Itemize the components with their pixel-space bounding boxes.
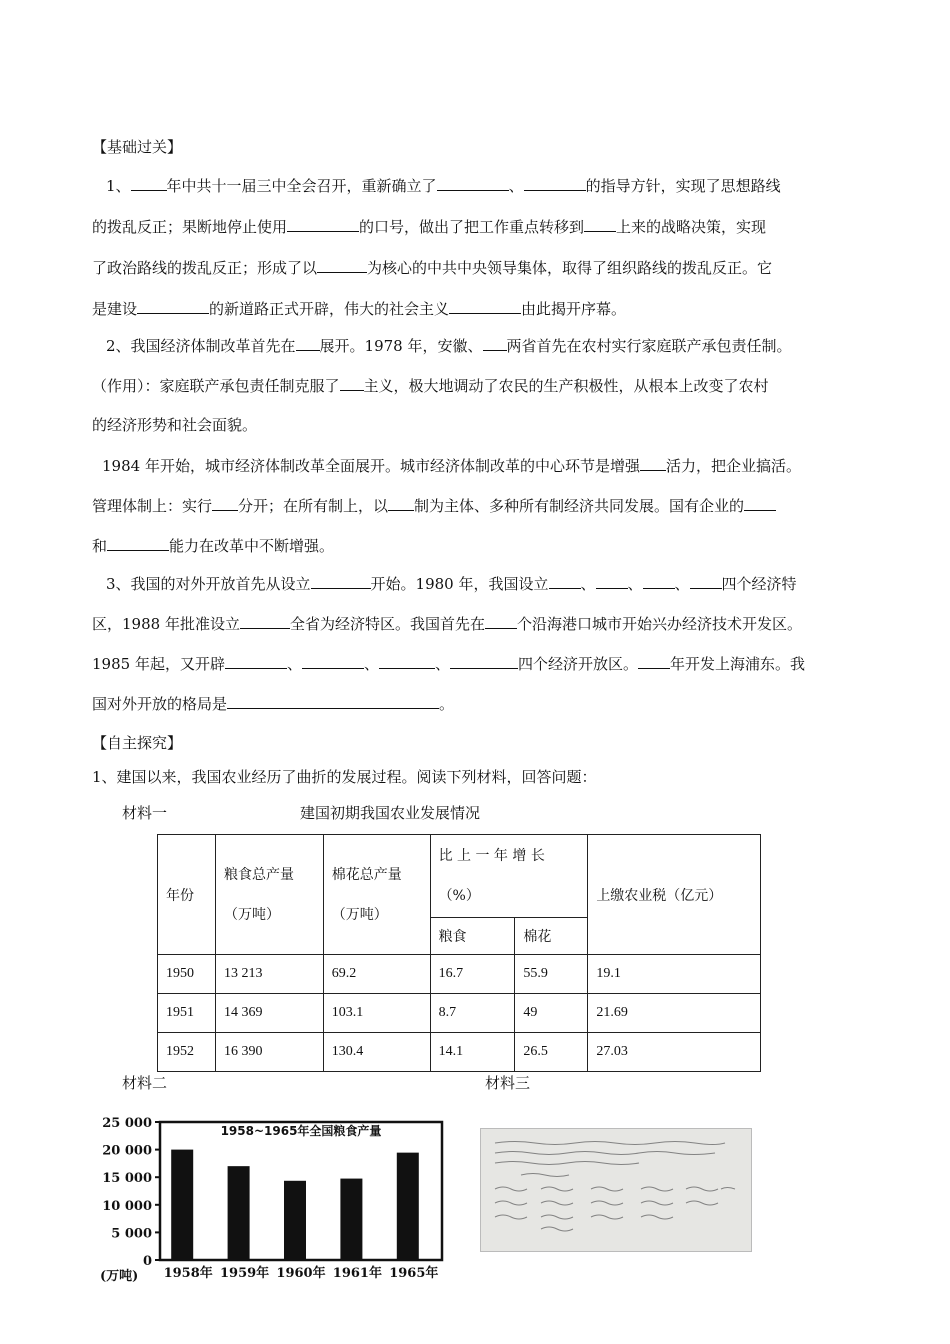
answer-blank[interactable] (287, 215, 359, 232)
header-grain-label: 粮食总产量 (223, 866, 294, 883)
cell-grain: 16 390 (215, 1033, 323, 1072)
answer-blank[interactable] (379, 652, 435, 669)
cell-tax: 21.69 (588, 994, 761, 1033)
answer-blank[interactable] (690, 572, 722, 589)
question-line (92, 215, 872, 237)
x-tick-label: 1961年 (332, 1266, 382, 1281)
question-text: 、 (363, 654, 379, 673)
answer-blank[interactable] (107, 534, 169, 551)
bar-chart-svg (96, 1116, 448, 1288)
cell-year: 1951 (158, 994, 216, 1033)
x-tick-label: 1960年 (276, 1266, 326, 1281)
cell-cotton: 103.1 (323, 994, 430, 1033)
header-cotton (323, 835, 430, 955)
handwritten-document-image (481, 1129, 751, 1251)
answer-blank[interactable] (212, 494, 238, 511)
material-1-label: 材料一 (122, 804, 168, 822)
x-tick-label: 1959年 (220, 1266, 270, 1281)
answer-blank[interactable] (449, 297, 521, 314)
question-text: 开始。1980 年，我国设立 (370, 574, 549, 593)
table-row (158, 955, 761, 994)
table-row (158, 994, 761, 1033)
question-text: 年中共十一届三中全会召开，重新确立了 (166, 176, 437, 195)
question-text: 是建设 (92, 299, 138, 318)
question-text: 制为主体、多种所有制经济共同发展。国有企业的 (414, 496, 745, 515)
header-growth (430, 835, 588, 918)
question-line (92, 454, 882, 476)
question-line (92, 334, 886, 356)
question-text: 1、 (106, 176, 131, 195)
question-text: 、 (627, 574, 643, 593)
question-line (92, 414, 872, 435)
answer-blank[interactable] (311, 572, 371, 589)
question-text: 国对外开放的格局是 (92, 694, 228, 713)
material-2-label: 材料二 (122, 1074, 168, 1092)
answer-blank[interactable] (296, 334, 320, 351)
y-tick-label: 15 000 (102, 1171, 152, 1187)
bar (228, 1166, 250, 1260)
material-1-title: 建国初期我国农业发展情况 (300, 804, 481, 822)
question-text: 、 (674, 574, 690, 593)
y-tick-label: 20 000 (102, 1143, 152, 1159)
header-growth-unit: （%） (438, 888, 480, 904)
question-text: 主义，极大地调动了农民的生产积极性，从根本上改变了农村 (363, 376, 769, 395)
cell-growth-grain: 8.7 (430, 994, 515, 1033)
y-axis-unit: (万吨) (100, 1269, 139, 1284)
answer-blank[interactable] (596, 572, 628, 589)
question-text: 了政治路线的拨乱反正；形成了以 (92, 258, 318, 277)
header-cotton-unit: （万吨） (331, 906, 388, 923)
answer-blank[interactable] (744, 494, 776, 511)
cell-cotton: 130.4 (323, 1033, 430, 1072)
answer-blank[interactable] (225, 652, 287, 669)
y-tick-label: 0 (142, 1254, 152, 1269)
x-tick-label: 1965年 (389, 1266, 439, 1281)
question-text: 两省首先在农村实行家庭联产承包责任制。 (506, 336, 792, 355)
grain-output-chart (96, 1116, 448, 1288)
bar (340, 1179, 362, 1260)
header-growth-cotton: 棉花 (515, 918, 588, 955)
answer-blank[interactable] (549, 572, 581, 589)
header-cotton-label: 棉花总产量 (331, 866, 402, 883)
handwritten-document-photo (480, 1128, 752, 1252)
header-year: 年份 (158, 835, 216, 955)
cell-tax: 27.03 (588, 1033, 761, 1072)
question-text: 1985 年起，又开辟 (92, 654, 225, 673)
question-line (92, 297, 872, 319)
question-text: 3、我国的对外开放首先从设立 (106, 574, 311, 593)
question-line (92, 572, 886, 594)
answer-blank[interactable] (340, 374, 364, 391)
table-header-row (158, 835, 761, 918)
section-title-basics: 【基础过关】 (92, 138, 183, 156)
x-tick-label: 1958年 (163, 1266, 213, 1281)
answer-blank[interactable] (437, 174, 509, 191)
question-text: 、 (434, 654, 450, 673)
y-tick-label: 25 000 (102, 1116, 152, 1131)
cell-tax: 19.1 (588, 955, 761, 994)
header-grain (215, 835, 323, 955)
bar (397, 1153, 419, 1260)
cell-growth-cotton: 26.5 (515, 1033, 588, 1072)
answer-blank[interactable] (302, 652, 364, 669)
question-text: 2、我国经济体制改革首先在 (106, 336, 296, 355)
table-row (158, 1033, 761, 1072)
question-text: 分开；在所有制上，以 (238, 496, 389, 515)
answer-blank[interactable] (240, 612, 290, 629)
answer-blank[interactable] (584, 215, 616, 232)
question-text: 个沿海港口城市开始兴办经济技术开发区。 (516, 614, 802, 633)
answer-blank[interactable] (483, 334, 507, 351)
question-text: 全省为经济特区。我国首先在 (289, 614, 485, 633)
answer-blank[interactable] (450, 652, 518, 669)
answer-blank[interactable] (524, 174, 586, 191)
bar (284, 1181, 306, 1260)
question-text: （作用）：家庭联产承包责任制克服了 (92, 376, 340, 395)
header-growth-label: 比 上 一 年 增 长 (438, 848, 545, 864)
question-line (92, 374, 872, 396)
question-text: 年开发上海浦东。我 (670, 654, 806, 673)
answer-blank[interactable] (640, 454, 666, 471)
y-tick-label: 5 000 (111, 1226, 152, 1242)
question-text: 能力在改革中不断增强。 (169, 536, 335, 555)
question-line (92, 612, 872, 634)
question-text: 的指导方针，实现了思想路线 (585, 176, 781, 195)
answer-blank[interactable] (227, 692, 439, 709)
question-text: 、 (580, 574, 596, 593)
cell-year: 1952 (158, 1033, 216, 1072)
question-text: 的新道路正式开辟，伟大的社会主义 (209, 299, 450, 318)
question-text: 和 (92, 536, 108, 555)
question-text: 四个经济特 (721, 574, 797, 593)
answer-blank[interactable] (485, 612, 517, 629)
answer-blank[interactable] (137, 297, 209, 314)
question-text: 区，1988 年批准设立 (92, 614, 240, 633)
answer-blank[interactable] (643, 572, 675, 589)
question-text: 活力，把企业搞活。 (665, 456, 801, 475)
question-text: 上来的战略决策，实现 (616, 217, 767, 236)
cell-grain: 13 213 (215, 955, 323, 994)
question-line (92, 692, 872, 714)
header-grain-unit: （万吨） (223, 906, 280, 923)
question-text: 管理体制上：实行 (92, 496, 213, 515)
agriculture-table (157, 834, 761, 1072)
question-line (92, 652, 872, 674)
bar (171, 1150, 193, 1260)
cell-year: 1950 (158, 955, 216, 994)
header-growth-grain: 粮食 (430, 918, 515, 955)
question-line (92, 534, 872, 556)
question-text: 、 (508, 176, 524, 195)
question-line (92, 256, 872, 278)
question-text: 、 (286, 654, 302, 673)
cell-growth-grain: 16.7 (430, 955, 515, 994)
question-text: 的拨乱反正；果断地停止使用 (92, 217, 288, 236)
cell-growth-cotton: 49 (515, 994, 588, 1033)
question-text: 的口号，做出了把工作重点转移到 (359, 217, 585, 236)
answer-blank[interactable] (317, 256, 367, 273)
material-3-label: 材料三 (485, 1074, 531, 1092)
y-tick-label: 10 000 (102, 1198, 152, 1214)
answer-blank[interactable] (388, 494, 414, 511)
cell-growth-grain: 14.1 (430, 1033, 515, 1072)
question-text: 由此揭开序幕。 (521, 299, 627, 318)
header-tax: 上缴农业税（亿元） (588, 835, 761, 955)
cell-growth-cotton: 55.9 (515, 955, 588, 994)
question-text: 。 (439, 694, 455, 713)
question-line (92, 494, 872, 516)
cell-cotton: 69.2 (323, 955, 430, 994)
question-text: 四个经济开放区。 (518, 654, 639, 673)
cell-grain: 14 369 (215, 994, 323, 1033)
question-text: 1984 年开始，城市经济体制改革全面展开。城市经济体制改革的中心环节是增强 (102, 456, 640, 475)
question-text: 展开。1978 年，安徽、 (319, 336, 483, 355)
section-title-explore: 【自主探究】 (92, 734, 183, 752)
chart-title: 1958~1965年全国粮食产量 (220, 1124, 382, 1138)
answer-blank[interactable] (638, 652, 670, 669)
question-text: 为核心的中共中央领导集体，取得了组织路线的拨乱反正。它 (367, 258, 773, 277)
question-intro: 1、建国以来，我国农业经历了曲折的发展过程。阅读下列材料，回答问题： (92, 768, 597, 786)
answer-blank[interactable] (131, 174, 167, 191)
question-text: 的经济形势和社会面貌。 (92, 416, 258, 434)
question-line (92, 174, 886, 196)
